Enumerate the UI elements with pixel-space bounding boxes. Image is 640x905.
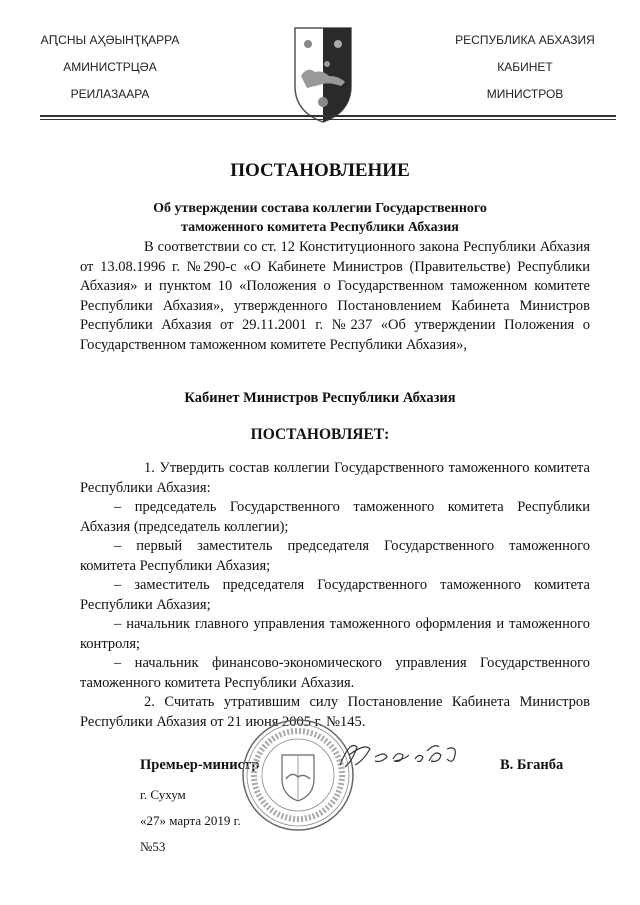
header-left-line: РЕИЛАЗААРА xyxy=(70,87,150,101)
document-number: №53 xyxy=(140,839,166,854)
signatory-name: В. Бганба xyxy=(500,757,564,773)
subtitle-line: таможенного комитета Республики Абхазия xyxy=(181,220,459,235)
header-right-line: РЕСПУБЛИКА АБХАЗИЯ xyxy=(455,33,595,47)
header-divider xyxy=(40,115,616,117)
list-item: – председатель Государственного таможенного комитета Республики Абхазия (председатель коллегии); xyxy=(80,499,590,535)
header-right-block xyxy=(440,27,610,108)
subtitle-line: Об утверждении состава коллегии Государственного xyxy=(153,201,487,216)
header-right-line: КАБИНЕТ xyxy=(497,60,553,74)
header-left-line: АМИНИСТРЦӘА xyxy=(63,60,157,74)
list-item: – начальник главного управления таможенного оформления и таможенного контроля; xyxy=(80,616,590,652)
header-left-line: АԤСНЫ АҲӘЫНҬҚАРРА xyxy=(40,33,180,47)
list-item: – первый заместитель председателя Государственного таможенного комитета Республики Абхазия; xyxy=(80,538,590,574)
coat-of-arms-emblem xyxy=(293,26,353,124)
document-subtitle xyxy=(100,199,540,237)
document-date: «27» марта 2019 г. xyxy=(140,813,241,828)
header-left-block xyxy=(30,27,190,108)
list-item: 2. Считать утратившим силу Постановление Кабинета Министров Республики Абхазия от 21 июня 2005 г. №145. xyxy=(80,694,590,730)
list-item: 1. Утвердить состав коллегии Государственного таможенного комитета Республики Абхазия: xyxy=(80,460,590,496)
signatory-title: Премьер-министр xyxy=(140,757,260,773)
list-item: – начальник финансово-экономического управления Государственного таможенного комитета Республики Абхазия. xyxy=(80,655,590,691)
resolution-items xyxy=(80,459,590,732)
header-right-line: МИНИСТРОВ xyxy=(486,87,564,101)
list-item: – заместитель председателя Государственного таможенного комитета Республики Абхазия; xyxy=(80,577,590,613)
document-title: ПОСТАНОВЛЕНИЕ xyxy=(230,160,410,181)
document-city: г. Сухум xyxy=(140,787,186,802)
resolves-heading: ПОСТАНОВЛЯЕТ: xyxy=(250,426,390,443)
issuer-heading: Кабинет Министров Республики Абхазия xyxy=(184,390,456,406)
handwritten-signature xyxy=(335,735,475,775)
preamble-paragraph: В соответствии со ст. 12 Конституционного закона Республики Абхазия от 13.08.1996 г. №290-с «О Кабинете Министров (Правительстве) Республики Абхазия» и пунктом 10 «Положения о Государственном таможенном комитете Республики Абхазия», утвержденного Постановлением Кабинета Министров Республики Абхазия от 29.11.2001 г. №237 «Об утверждении Положения о Государственном таможенном комитете Республики Абхазия», xyxy=(80,239,590,353)
header-divider xyxy=(40,119,616,120)
